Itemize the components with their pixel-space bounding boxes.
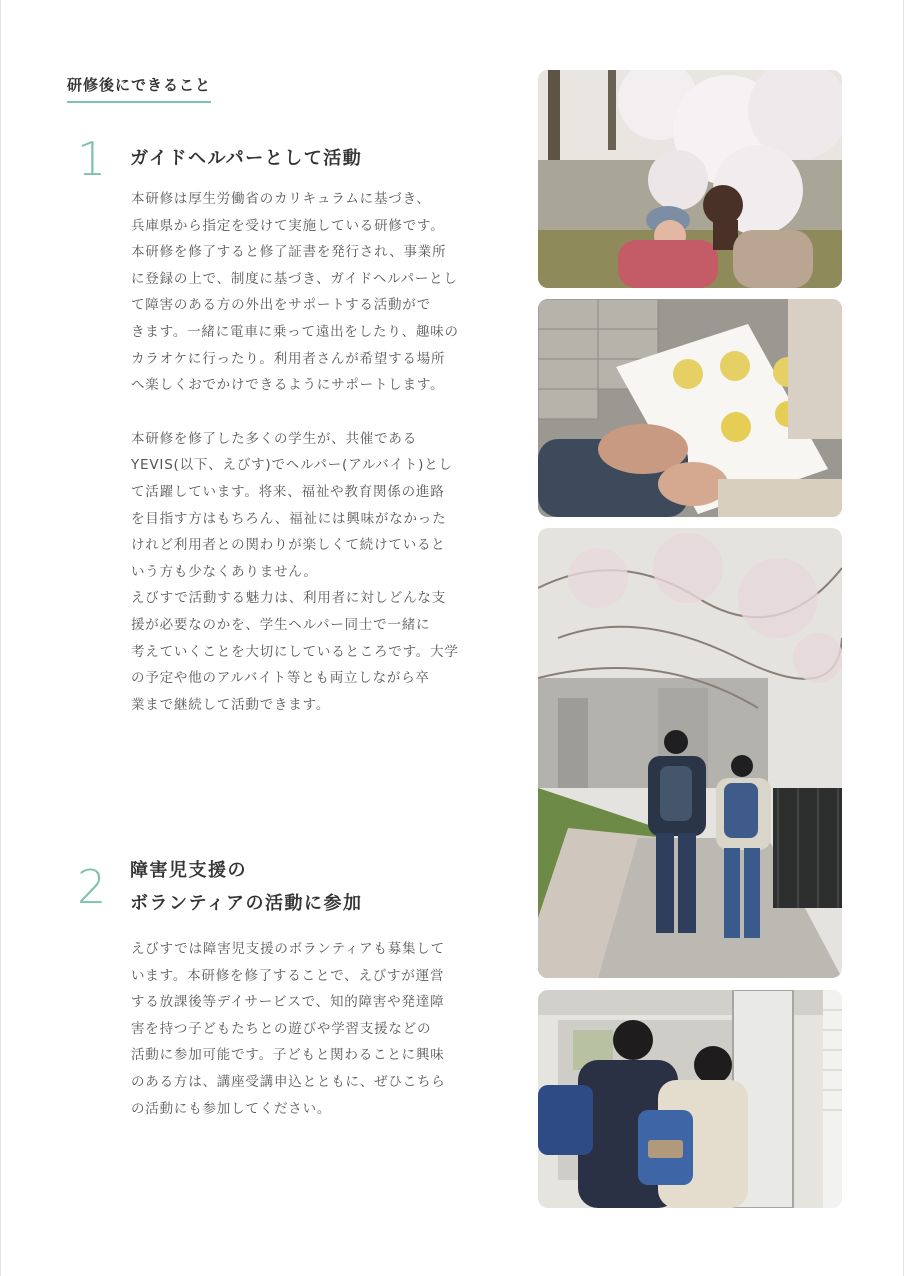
photo-walking-path: [538, 528, 842, 978]
item-body-1: [131, 186, 481, 718]
text-line: 考えていくことを大切にしているところです。大学: [131, 643, 459, 660]
text-line: えびすで活動する魅力は、利用者に対しどんな支: [131, 590, 447, 607]
text-line: けれど利用者との関わりが楽しくて続けていると: [131, 537, 446, 554]
photo-smiley-sketchbook: [538, 299, 842, 517]
text-line: 業まで継続して活動できます。: [131, 696, 331, 713]
text-line: 本研修は厚生労働省のカリキュラムに基づき、: [131, 191, 431, 207]
text-line: 援が必要なのかを、学生ヘルパー同士で一緒に: [131, 616, 431, 633]
item-number-1: 1: [77, 132, 107, 186]
item-title-line: 障害児支援の: [130, 860, 247, 881]
section-heading: 研修後にできること: [67, 74, 211, 103]
text-line: に登録の上で、制度に基づき、ガイドヘルパーとし: [131, 270, 458, 287]
photo-cherry-blossoms: [538, 70, 842, 288]
text-line: 兵庫県から指定を受けて実施している研修です。: [131, 217, 445, 234]
text-line: 害を持つ子どもたちとの遊びや学習支援などの: [131, 1020, 432, 1037]
item-title-line: ボランティアの活動に参加: [130, 893, 363, 914]
text-line: を目指す方はもちろん、福祉には興味がなかった: [131, 510, 447, 527]
text-line: て活躍しています。将来、福祉や教育関係の進路: [131, 483, 445, 500]
text-line: います。本研修を修了することで、えびすが運営: [131, 967, 445, 984]
text-line: 本研修を修了すると修了証書を発行され、事業所: [131, 244, 447, 261]
text-line: のある方は、講座受講申込とともに、ぜひこちら: [131, 1073, 446, 1090]
text-line: へ楽しくおでかけできるようにサポートします。: [131, 377, 445, 394]
paragraph: [131, 186, 481, 399]
text-line: する放課後等デイサービスで、知的障害や発達障: [131, 994, 445, 1011]
photo-ticket-machine: [538, 990, 842, 1208]
item-title-2: [130, 854, 363, 920]
item-title-line: ガイドヘルパーとして活動: [130, 148, 363, 169]
text-line: いう方も少なくありません。: [131, 563, 318, 580]
text-line: えびすでは障害児支援のボランティアも募集して: [131, 941, 445, 957]
text-line: の活動にも参加してください。: [131, 1100, 332, 1117]
paragraph: [131, 936, 481, 1122]
text-line: カラオケに行ったり。利用者さんが希望する場所: [131, 350, 446, 367]
paragraph: [131, 426, 481, 719]
item-title-1: [130, 142, 362, 175]
text-line: の予定や他のアルバイト等とも両立しながら卒: [131, 670, 430, 687]
text-line: YEVIS(以下、えびす)でヘルパー(アルバイト)とし: [131, 457, 453, 474]
text-line: て障害のある方の外出をサポートする活動がで: [131, 297, 431, 314]
item-body-2: [131, 936, 481, 1122]
text-line: 本研修を修了した多くの学生が、共催である: [131, 430, 417, 447]
text-line: きます。一緒に電車に乗って遠出をしたり、趣味の: [131, 323, 459, 340]
item-number-2: 2: [77, 860, 107, 914]
text-line: 活動に参加可能です。子どもと関わることに興味: [131, 1047, 445, 1064]
